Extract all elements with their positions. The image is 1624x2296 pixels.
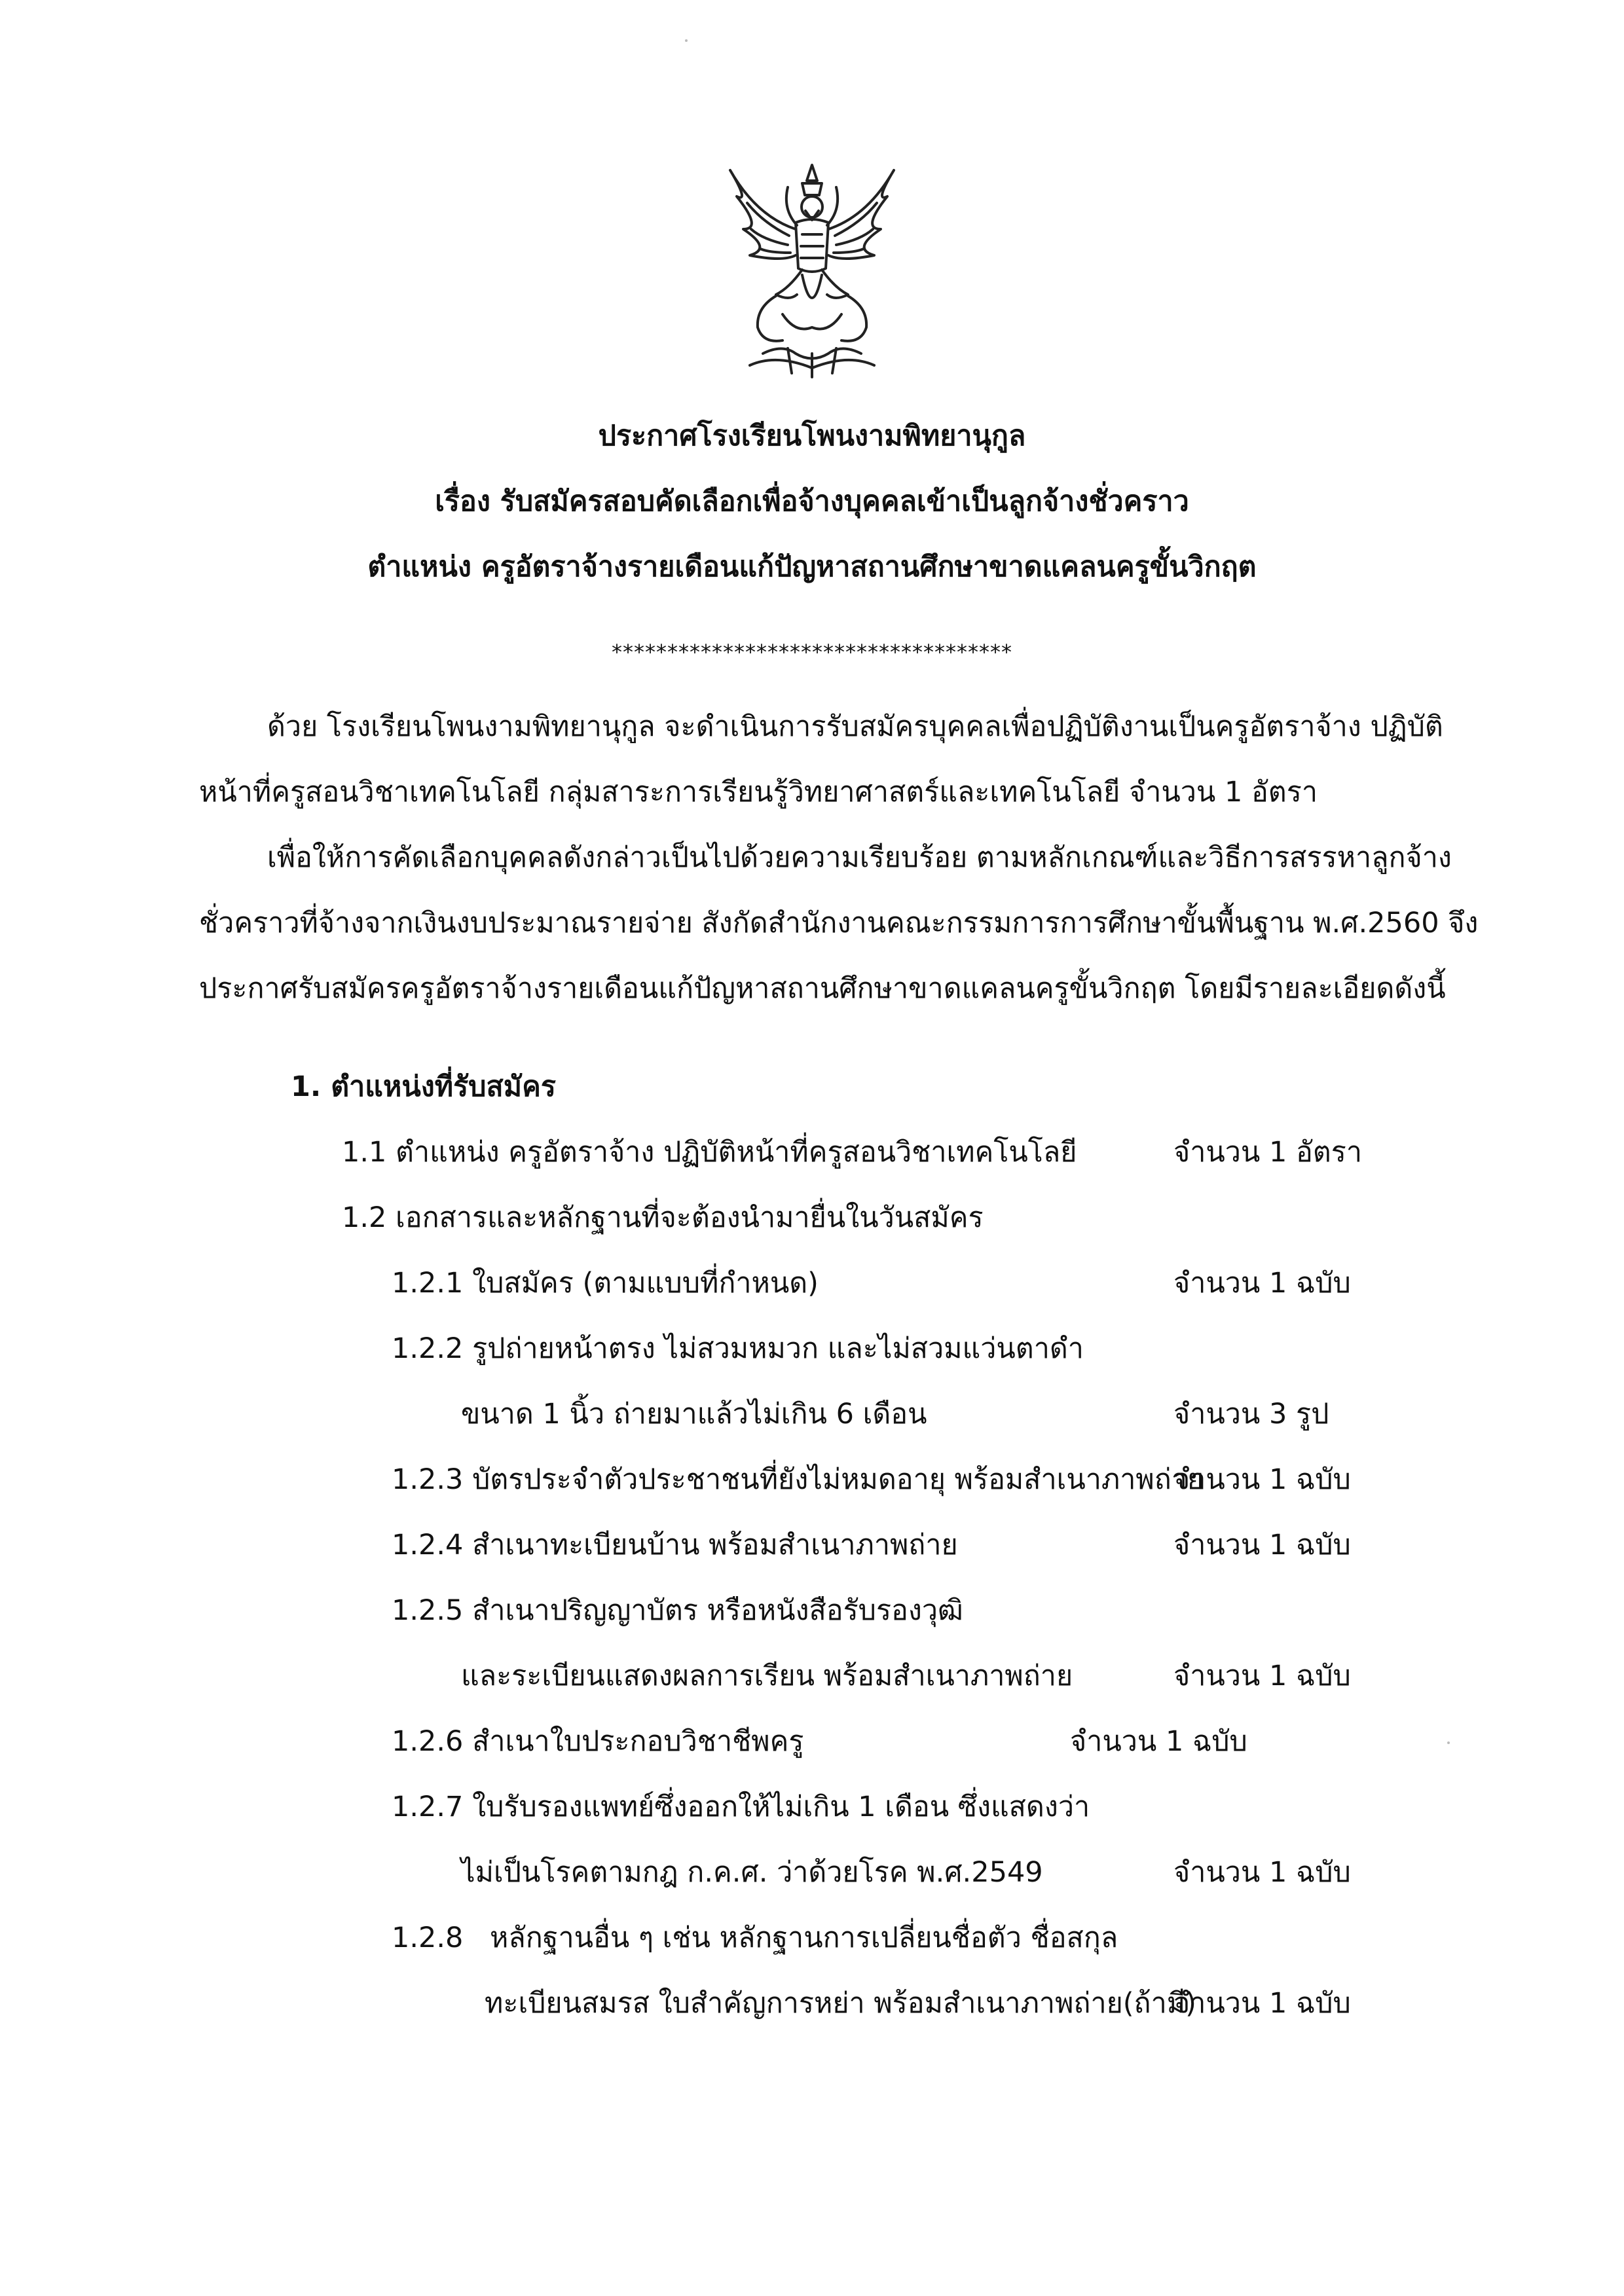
item-1-2-8-amount: จำนวน 1 ฉบับ [1173, 1987, 1351, 2020]
item-1-2-8-label-continued: ทะเบียนสมรส ใบสำคัญการหย่า พร้อมสำเนาภาพถ่าย(ถ้ามี) [485, 1987, 1196, 2020]
intro-paragraph-2-line-1: เพื่อให้การคัดเลือกบุคคลดังกล่าวเป็นไปด้วยความเรียบร้อย ตามหลักเกณฑ์และวิธีการสรรหาลูกจ้าง [267, 841, 1452, 874]
item-1-2-7-amount: จำนวน 1 ฉบับ [1173, 1856, 1351, 1889]
item-1-1-amount: จำนวน 1 อัตรา [1173, 1136, 1362, 1169]
item-1-2-5-amount: จำนวน 1 ฉบับ [1173, 1660, 1351, 1692]
item-1-2-2-amount: จำนวน 3 รูป [1173, 1398, 1329, 1430]
scan-speck [685, 39, 688, 42]
item-1-2-1-amount: จำนวน 1 ฉบับ [1173, 1267, 1351, 1300]
separator-asterisks: ************************************ [612, 640, 1012, 665]
item-1-2-7-label: 1.2.7 ใบรับรองแพทย์ซึ่งออกให้ไม่เกิน 1 เดือน ซึ่งแสดงว่า [392, 1791, 1090, 1823]
item-1-2-6-amount: จำนวน 1 ฉบับ [1070, 1725, 1247, 1758]
item-1-2-8-number: 1.2.8 [392, 1922, 464, 1954]
garuda-emblem [710, 157, 913, 380]
item-1-2-3-amount: จำนวน 1 ฉบับ [1173, 1463, 1351, 1496]
announcement-subject: เรื่อง รับสมัครสอบคัดเลือกเพื่อจ้างบุคคลเข้าเป็นลูกจ้างชั่วคราว [435, 485, 1189, 518]
intro-paragraph-2-line-3: ประกาศรับสมัครครูอัตราจ้างรายเดือนแก้ปัญหาสถานศึกษาขาดแคลนครูขั้นวิกฤต โดยมีรายละเอียดดังนี้ [199, 972, 1446, 1005]
item-1-2-4-amount: จำนวน 1 ฉบับ [1173, 1529, 1351, 1561]
announcement-title: ประกาศโรงเรียนโพนงามพิทยานุกูล [598, 420, 1026, 452]
intro-paragraph-2-line-2: ชั่วคราวที่จ้างจากเงินงบประมาณรายจ่าย สังกัดสำนักงานคณะกรรมการการศึกษาขั้นพื้นฐาน พ.ศ.2560 จึง [199, 907, 1479, 939]
item-1-2-5-label: 1.2.5 สำเนาปริญญาบัตร หรือหนังสือรับรองวุฒิ [392, 1594, 963, 1627]
item-1-2-label: 1.2 เอกสารและหลักฐานที่จะต้องนำมายื่นในวันสมัคร [342, 1201, 984, 1234]
announcement-position: ตำแหน่ง ครูอัตราจ้างรายเดือนแก้ปัญหาสถานศึกษาขาดแคลนครูขั้นวิกฤต [367, 551, 1257, 583]
scan-speck [1447, 1741, 1450, 1744]
item-1-2-2-label-continued: ขนาด 1 นิ้ว ถ่ายมาแล้วไม่เกิน 6 เดือน [461, 1398, 927, 1430]
item-1-2-8-label: หลักฐานอื่น ๆ เช่น หลักฐานการเปลี่ยนชื่อตัว ชื่อสกุล [490, 1922, 1118, 1954]
item-1-2-6-label: 1.2.6 สำเนาใบประกอบวิชาชีพครู [392, 1725, 804, 1758]
item-1-2-3-label: 1.2.3 บัตรประจำตัวประชาชนที่ยังไม่หมดอายุ พร้อมสำเนาภาพถ่าย [392, 1463, 1204, 1496]
item-1-2-7-label-continued: ไม่เป็นโรคตามกฎ ก.ค.ศ. ว่าด้วยโรค พ.ศ.2549 [461, 1856, 1043, 1889]
intro-paragraph-1-line-2: หน้าที่ครูสอนวิชาเทคโนโลยี กลุ่มสาระการเรียนรู้วิทยาศาสตร์และเทคโนโลยี จำนวน 1 อัตรา [199, 776, 1318, 809]
item-1-2-2-label: 1.2.2 รูปถ่ายหน้าตรง ไม่สวมหมวก และไม่สวมแว่นตาดำ [392, 1332, 1084, 1365]
item-1-2-5-label-continued: และระเบียนแสดงผลการเรียน พร้อมสำเนาภาพถ่าย [461, 1660, 1073, 1692]
item-1-2-4-label: 1.2.4 สำเนาทะเบียนบ้าน พร้อมสำเนาภาพถ่าย [392, 1529, 958, 1561]
intro-paragraph-1-line-1: ด้วย โรงเรียนโพนงามพิทยานุกูล จะดำเนินการรับสมัครบุคคลเพื่อปฏิบัติงานเป็นครูอัตราจ้าง ปฏิบัติ [267, 710, 1443, 743]
section-1-heading: 1. ตำแหน่งที่รับสมัคร [291, 1070, 556, 1103]
item-1-1-label: 1.1 ตำแหน่ง ครูอัตราจ้าง ปฏิบัติหน้าที่ครูสอนวิชาเทคโนโลยี [342, 1136, 1077, 1169]
item-1-2-1-label: 1.2.1 ใบสมัคร (ตามแบบที่กำหนด) [392, 1267, 819, 1300]
